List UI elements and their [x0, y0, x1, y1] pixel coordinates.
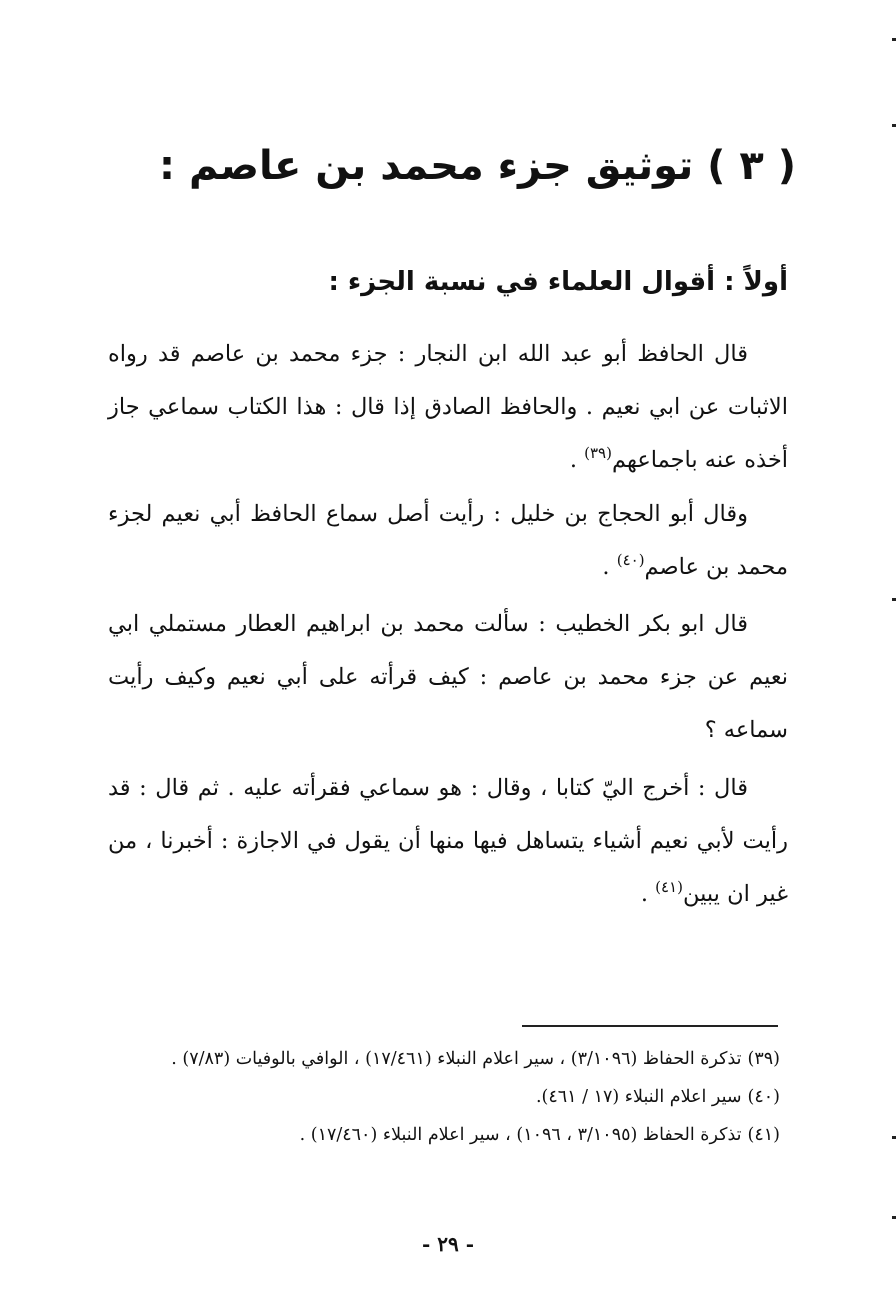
footnote-text: سير اعلام النبلاء (١٧ / ٤٦١).	[535, 1087, 742, 1107]
footnote-number: (٤١)	[747, 1125, 780, 1145]
paragraph-abu-hajjaj	[108, 488, 788, 596]
scan-edge-mark	[892, 598, 896, 601]
footnote-ref: (٤١)	[655, 878, 683, 896]
paragraph-tail: .	[602, 554, 617, 580]
footnote-41	[106, 1116, 780, 1154]
section-heading: ( ٣ ) توثيق جزء محمد بن عاصم :	[159, 143, 796, 189]
scan-edge-mark	[892, 124, 896, 127]
footnote-ref: (٣٩)	[584, 444, 612, 462]
scan-edge-mark	[892, 1216, 896, 1219]
footnote-divider	[522, 1025, 778, 1027]
paragraph-text: قال ابو بكر الخطيب : سألت محمد بن ابراهيم العطار مستملي ابي نعيم عن جزء محمد بن عاصم : كيف قرأته على أبي نعيم وكيف رأيت سماعه ؟	[108, 611, 788, 743]
paragraph-tail: .	[640, 881, 656, 907]
paragraph-text: قال الحافظ أبو عبد الله ابن النجار : جزء محمد بن عاصم قد رواه الاثبات عن ابي نعيم . والحافظ الصادق إذا قال : هذا الكتاب سماعي جاز أخذه عنه باجماعهم	[108, 341, 788, 473]
footnote-number: (٤٠)	[747, 1087, 780, 1107]
paragraph-ibn-najjar	[108, 328, 788, 489]
footnote-39	[106, 1040, 780, 1078]
scan-edge-mark	[892, 1136, 896, 1139]
page-number: - ٢٩ -	[421, 1232, 474, 1256]
paragraph-qal	[108, 762, 788, 923]
footnote-text: تذكرة الحفاظ (٣/١٠٩٦) ، سير اعلام النبلاء (١٧/٤٦١) ، الوافي بالوفيات (٧/٨٣) .	[171, 1049, 742, 1069]
footnote-40	[106, 1078, 780, 1116]
footnote-text: تذكرة الحفاظ (٣/١٠٩٥ ، ١٠٩٦) ، سير اعلام النبلاء (١٧/٤٦٠) .	[299, 1125, 742, 1145]
footnote-number: (٣٩)	[747, 1049, 780, 1069]
paragraph-khatib	[108, 598, 788, 759]
subsection-heading: أولاً : أقوال العلماء في نسبة الجزء :	[328, 267, 788, 297]
paragraph-tail: .	[569, 447, 585, 473]
paragraph-text: قال : أخرج اليّ كتابا ، وقال : هو سماعي فقرأته عليه . ثم قال : قد رأيت لأبي نعيم أشياء يتساهل فيها منها أن يقول في الاجازة : أخبرنا ، من غير ان يبين	[108, 775, 788, 907]
paragraph-text: وقال أبو الحجاج بن خليل : رأيت أصل سماع الحافظ أبي نعيم لجزء محمد بن عاصم	[108, 501, 788, 580]
scan-edge-mark	[892, 38, 896, 41]
footnotes	[106, 1040, 780, 1154]
footnote-ref: (٤٠)	[616, 551, 645, 569]
